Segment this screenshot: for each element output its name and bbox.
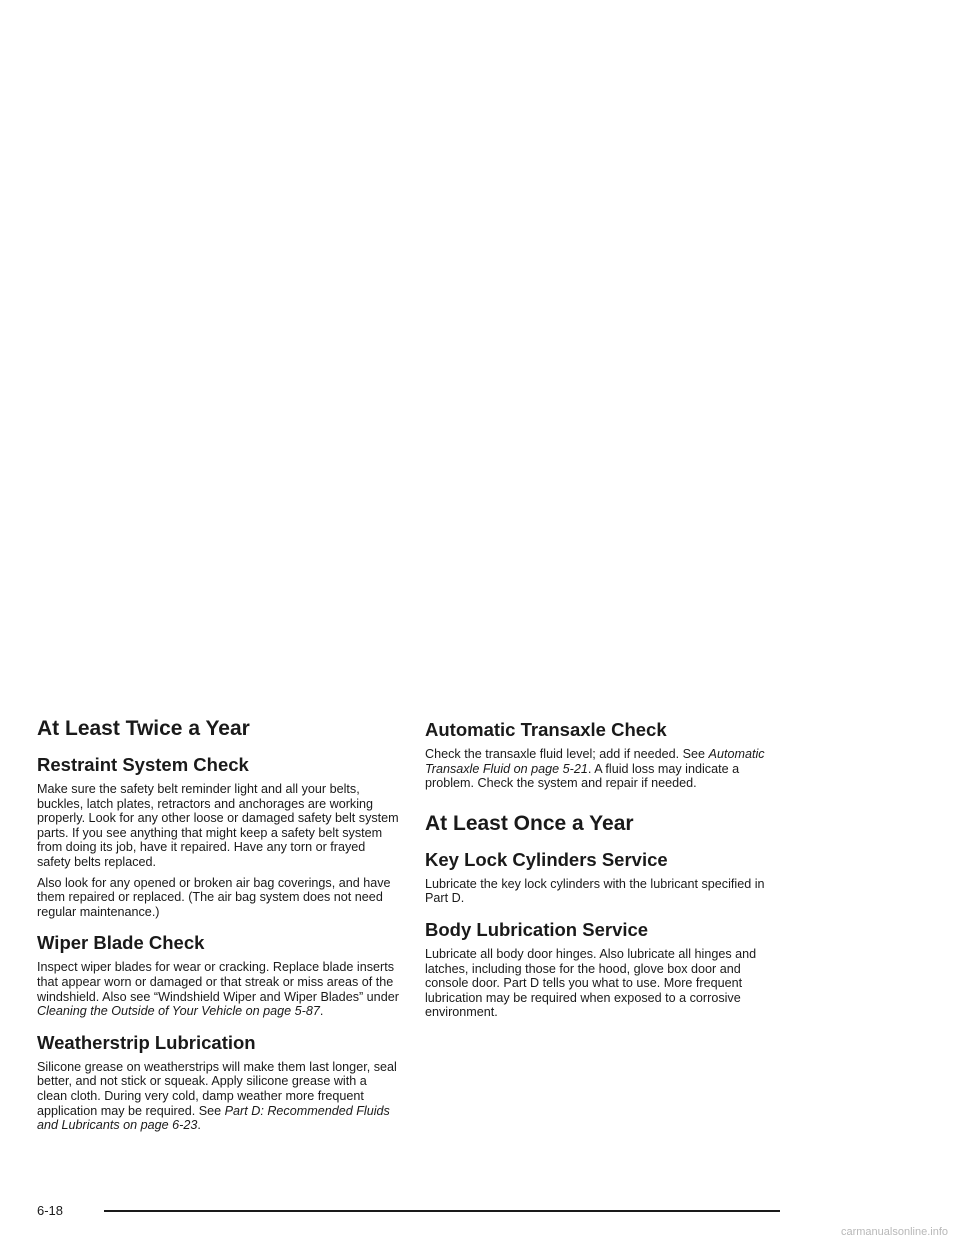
transaxle-reference-link[interactable]: Automatic Transaxle Fluid on page 5-21 [425, 747, 765, 776]
page-number: 6-18 [37, 1203, 64, 1218]
wiper-tail: . [319, 1004, 324, 1019]
footer-rule [104, 1210, 780, 1212]
section-title-twice-a-year: At Least Twice a Year [37, 717, 250, 740]
body-lubrication-paragraph: Lubricate all body door hinges. Also lubricate all hinges and latches, including those for the hood, glove box door and console door. Part D tells you what to use. More frequent lubrication may be required when exposed to a corrosive environment. [425, 946, 757, 1020]
transaxle-tail: . A fluid loss may indicate a problem. Check the system and repair if needed. [425, 761, 740, 791]
transaxle-paragraph [425, 747, 787, 791]
watermark: carmanualsonline.info [840, 1226, 948, 1238]
weatherstrip-paragraph [37, 1060, 399, 1133]
heading-body-lubrication-service: Body Lubrication Service [425, 918, 649, 940]
weatherstrip-text: Silicone grease on weatherstrips will make them last longer, seal better, and not stick or squeak. Apply silicone grease with a clean cloth. During very cold, damp weather more frequent application may be required. See [37, 1059, 397, 1118]
wiper-text: Inspect wiper blades for wear or cracking. Replace blade inserts that appear worn or damaged or that streak or miss areas of the windshield. Also see “Windshield Wiper and Wiper Blades” under [37, 960, 399, 1004]
weatherstrip-reference-link[interactable]: Part D: Recommended Fluids and Lubricants on page 6-23 [37, 1103, 390, 1133]
heading-weatherstrip-lubrication: Weatherstrip Lubrication [37, 1031, 256, 1053]
keylock-paragraph: Lubricate the key lock cylinders with the lubricant specified in Part D. [425, 876, 765, 906]
left-column [37, 716, 399, 1139]
transaxle-text: Check the transaxle fluid level; add if needed. See [425, 747, 709, 761]
restraint-paragraph-1: Make sure the safety belt reminder light and all your belts, buckles, latch plates, retractors and anchorages are working properly. Look for any other loose or damaged safety belt system parts. If you see anything that might keep a safety belt system from doing its job, have it repaired. Have any torn or frayed safety belts replaced. [37, 782, 399, 869]
heading-key-lock-cylinders-service: Key Lock Cylinders Service [425, 848, 668, 870]
wiper-paragraph [37, 960, 399, 1018]
heading-wiper-blade-check: Wiper Blade Check [37, 932, 205, 954]
weatherstrip-tail: . [197, 1118, 201, 1133]
section-title-once-a-year: At Least Once a Year [425, 811, 634, 835]
heading-automatic-transaxle-check: Automatic Transaxle Check [425, 719, 667, 740]
right-column [425, 718, 787, 1026]
restraint-paragraph-2: Also look for any opened or broken air bag coverings, and have them repaired or replaced. (The air bag system does not need regular maintenance.) [37, 875, 391, 919]
wiper-reference-link[interactable]: Cleaning the Outside of Your Vehicle on page 5-87 [37, 1004, 320, 1019]
heading-restraint-system-check: Restraint System Check [37, 754, 249, 775]
